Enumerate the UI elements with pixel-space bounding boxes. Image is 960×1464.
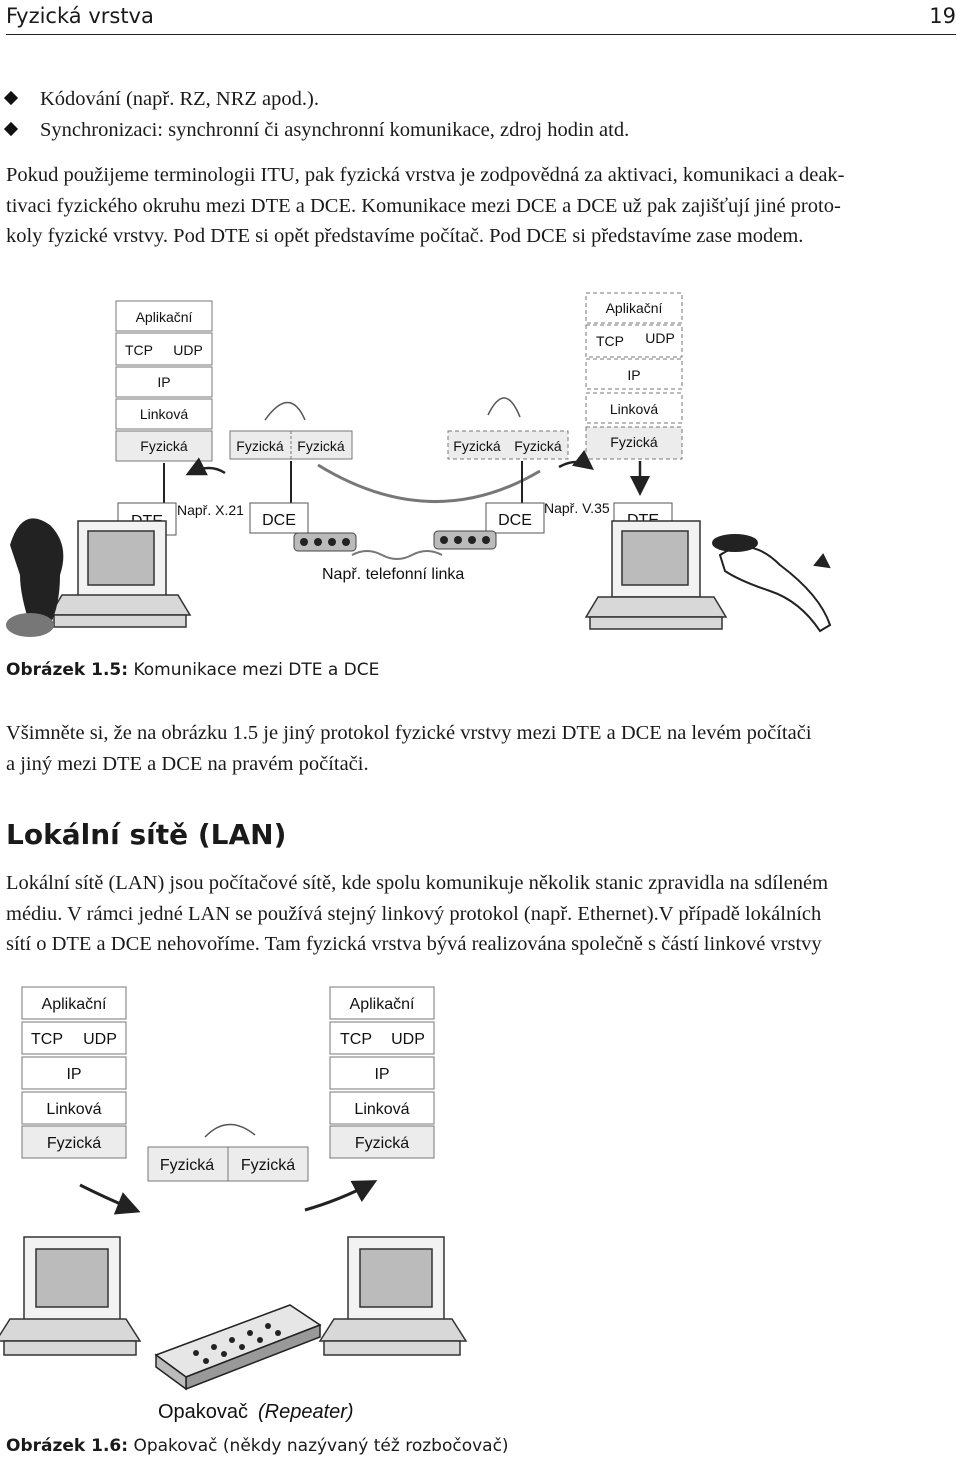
svg-text:Linková: Linková bbox=[354, 1101, 410, 1118]
svg-text:Linková: Linková bbox=[46, 1101, 102, 1118]
svg-text:UDP: UDP bbox=[391, 1031, 425, 1048]
svg-text:UDP: UDP bbox=[173, 342, 203, 358]
repeater-hub-icon bbox=[156, 1305, 320, 1389]
modem-left-icon bbox=[294, 533, 356, 551]
right-protocol-stack bbox=[330, 987, 434, 1158]
right-protocol-stack bbox=[586, 293, 682, 459]
svg-text:Aplikační: Aplikační bbox=[135, 309, 193, 325]
paragraph: Pokud použijeme terminologii ITU, pak fyzická vrstva je zodpovědná za aktivaci, komunikaci a deak- tivaci fyzického okruhu mezi DTE a DCE. Komunikace mezi DCE a DCE už pak zajišťují jiné proto- koly fyzické vrstvy. Pod DTE si opět představíme počítač. Pod DCE si představíme zase modem. bbox=[6, 164, 845, 247]
computer-left-icon bbox=[50, 521, 190, 627]
svg-text:Např. V.35: Např. V.35 bbox=[544, 500, 610, 516]
page-number: 19 bbox=[929, 4, 956, 28]
svg-text:DCE: DCE bbox=[498, 512, 532, 529]
dog-right-icon bbox=[713, 535, 830, 631]
svg-text:Fyzická: Fyzická bbox=[159, 1157, 215, 1174]
svg-text:Aplikační: Aplikační bbox=[41, 996, 107, 1013]
computer-right-icon bbox=[586, 521, 726, 629]
svg-text:Fyzická: Fyzická bbox=[610, 434, 658, 450]
svg-text:Fyzická: Fyzická bbox=[236, 438, 284, 454]
svg-text:Linková: Linková bbox=[609, 401, 659, 417]
computer-left-icon bbox=[0, 1237, 140, 1355]
svg-text:Fyzická: Fyzická bbox=[297, 438, 345, 454]
svg-text:UDP: UDP bbox=[83, 1031, 117, 1048]
svg-text:TCP: TCP bbox=[596, 333, 624, 349]
svg-text:Fyzická: Fyzická bbox=[46, 1135, 102, 1152]
svg-text:IP: IP bbox=[66, 1066, 82, 1083]
svg-text:Aplikační: Aplikační bbox=[349, 996, 415, 1013]
paragraph: Všimněte si, že na obrázku 1.5 je jiný protokol fyzické vrstvy mezi DTE a DCE na levém počítači a jiný mezi DTE a DCE na pravém počítači. bbox=[6, 722, 812, 775]
svg-text:(Repeater): (Repeater) bbox=[258, 1401, 354, 1423]
svg-text:IP: IP bbox=[374, 1066, 390, 1083]
diamond-bullet-icon bbox=[4, 122, 18, 136]
paragraph: Lokální sítě (LAN) jsou počítačové sítě, kde spolu komunikuje několik stanic zpravidla na sdíleném médiu. V rámci jedné LAN se používá stejný linkový protokol (např. Ethernet).V případě lokálních sítí o DTE a DCE nehovoříme. Tam fyzická vrstva bývá realizována společně s částí linkové vrstvy bbox=[6, 872, 829, 955]
figure-caption: Obrázek 1.6: Opakovač (někdy nazývaný též rozbočovač) bbox=[6, 1436, 509, 1456]
left-dce-physical bbox=[230, 431, 352, 459]
svg-text:Linková: Linková bbox=[139, 406, 189, 422]
svg-text:Fyzická: Fyzická bbox=[514, 438, 562, 454]
page-header bbox=[6, 2, 956, 35]
svg-text:Fyzická: Fyzická bbox=[140, 438, 188, 454]
svg-text:TCP: TCP bbox=[125, 342, 153, 358]
svg-text:Aplikační: Aplikační bbox=[605, 300, 663, 316]
svg-text:TCP: TCP bbox=[31, 1031, 63, 1048]
svg-text:UDP: UDP bbox=[645, 330, 675, 346]
repeater-physical bbox=[148, 1147, 308, 1181]
svg-text:TCP: TCP bbox=[340, 1031, 372, 1048]
diamond-bullet-icon bbox=[4, 91, 18, 105]
figure-repeater bbox=[0, 985, 960, 1435]
chapter-title: Fyzická vrstva bbox=[6, 4, 154, 28]
left-protocol-stack bbox=[22, 987, 126, 1158]
svg-text:IP: IP bbox=[157, 374, 171, 390]
svg-text:Např. telefonní linka: Např. telefonní linka bbox=[322, 566, 465, 583]
section-title: Lokální sítě (LAN) bbox=[6, 818, 287, 851]
svg-text:IP: IP bbox=[627, 367, 641, 383]
svg-text:Opakovač: Opakovač bbox=[158, 1401, 249, 1423]
figure-dte-dce bbox=[0, 285, 960, 645]
left-protocol-stack bbox=[116, 301, 212, 461]
svg-text:Fyzická: Fyzická bbox=[240, 1157, 296, 1174]
figure-caption: Obrázek 1.5: Komunikace mezi DTE a DCE bbox=[6, 660, 380, 680]
computer-right-icon bbox=[320, 1237, 466, 1355]
svg-text:Fyzická: Fyzická bbox=[453, 438, 501, 454]
right-dce-physical bbox=[448, 431, 568, 459]
svg-text:Např. X.21: Např. X.21 bbox=[177, 502, 244, 518]
modem-right-icon bbox=[434, 531, 496, 549]
svg-text:Fyzická: Fyzická bbox=[354, 1135, 410, 1152]
svg-text:DCE: DCE bbox=[262, 512, 296, 529]
